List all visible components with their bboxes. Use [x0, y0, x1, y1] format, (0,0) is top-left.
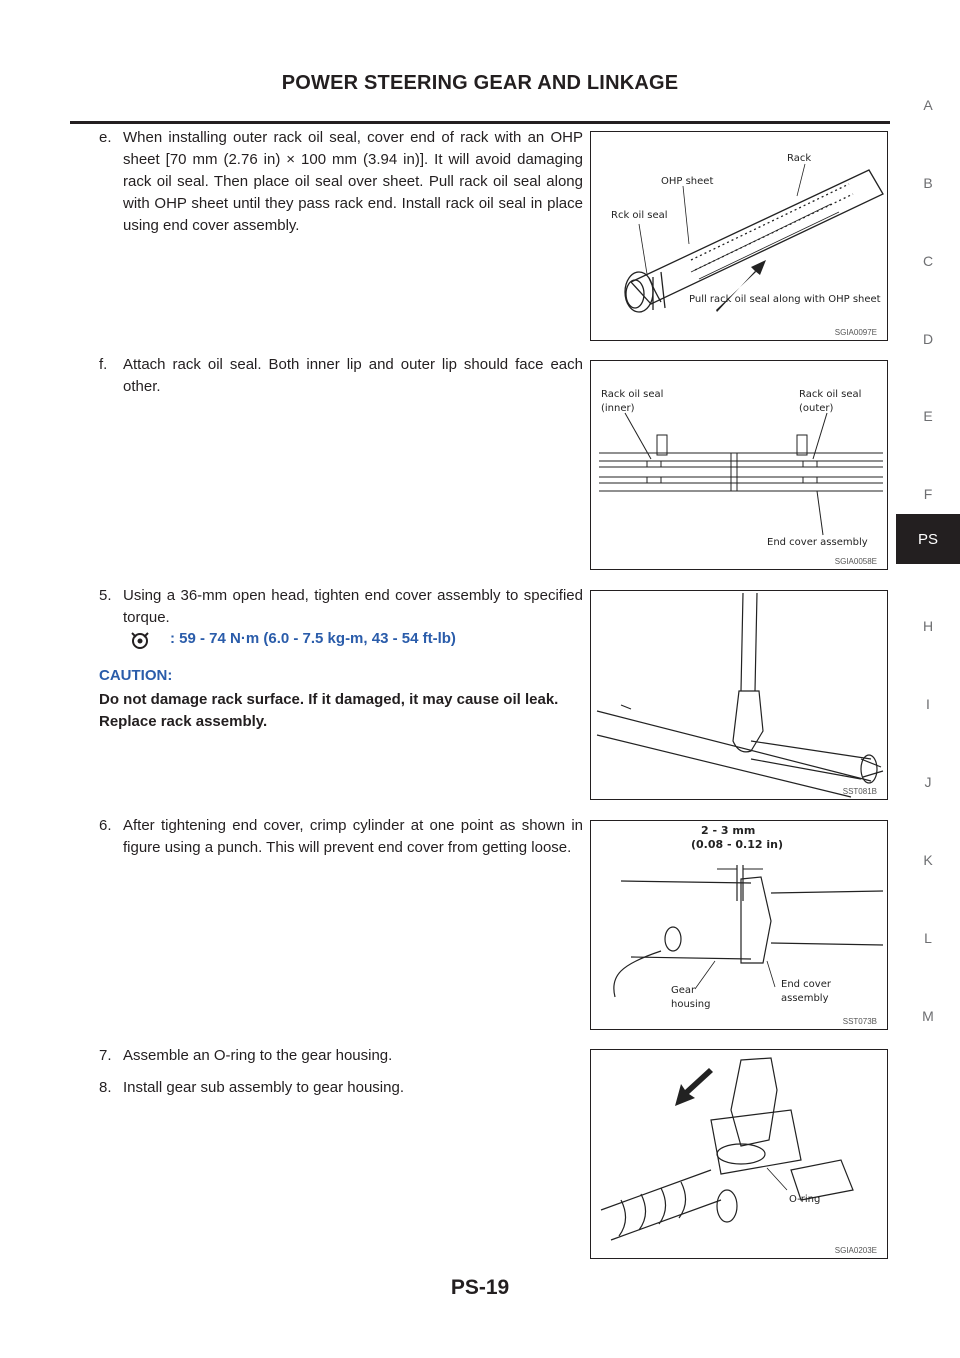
caution-text: Do not damage rack surface. If it damaged, it may cause oil leak. Replace rack assembly. — [99, 691, 559, 730]
figure-code: SGIA0203E — [834, 1246, 877, 1255]
step-label: 8. — [99, 1079, 112, 1096]
torque-spec — [128, 626, 588, 656]
section-tab-m[interactable]: M — [922, 1008, 934, 1024]
label-pull-instruction: Pull rack oil seal along with OHP sheet — [689, 294, 881, 305]
step-f — [99, 354, 583, 398]
step-text: After tightening end cover, crimp cylinder at one point as shown in figure using a punch. This will prevent end cover from getting loose. — [123, 817, 583, 856]
step-text: Assemble an O-ring to the gear housing. — [123, 1047, 393, 1064]
section-tab-c[interactable]: C — [922, 253, 934, 269]
step-e — [99, 127, 583, 237]
section-tab-active[interactable]: PS — [896, 514, 960, 564]
page-number: PS-19 — [450, 1276, 510, 1299]
label-rack-oil-seal: Rck oil seal — [611, 210, 668, 221]
section-tab-k[interactable]: K — [923, 852, 933, 868]
torque-wrench-icon — [128, 629, 152, 653]
section-tab-b[interactable]: B — [923, 175, 933, 191]
label-o-ring: O-ring — [789, 1194, 821, 1205]
torque-value: : 59 - 74 N·m (6.0 - 7.5 kg-m, 43 - 54 ft-lb) — [170, 630, 456, 647]
section-tab-e[interactable]: E — [923, 408, 933, 424]
step-text: When installing outer rack oil seal, cover end of rack with an OHP sheet [70 mm (2.76 in) × 100 mm (3.94 in)]. It will avoid damaging rack oil seal. Then place oil seal over sheet. Pull rack oil seal along with OHP sheet until they pass rack end. Install rack oil seal in place using end cover assembly. — [123, 129, 583, 234]
label-seal-inner-1: Rack oil seal — [601, 389, 664, 400]
step-text: Install gear sub assembly to gear housing. — [123, 1079, 404, 1096]
label-seal-outer-2: (outer) — [799, 403, 834, 414]
figure-code: SST081B — [842, 787, 877, 796]
figure-code: SST073B — [842, 1017, 877, 1026]
label-gear-1: Gear — [671, 985, 696, 996]
figure-crimp-cylinder — [590, 820, 888, 1030]
label-ohp-sheet: OHP sheet — [661, 176, 714, 187]
label-gear-2: housing — [671, 999, 711, 1010]
step-label: e. — [99, 129, 112, 146]
section-tab-h[interactable]: H — [922, 618, 934, 634]
step-5 — [99, 585, 583, 629]
step-label: 7. — [99, 1047, 112, 1064]
figure-code: SGIA0058E — [834, 557, 877, 566]
step-label: 6. — [99, 817, 112, 834]
label-rack: Rack — [787, 153, 812, 164]
figure-o-ring — [590, 1049, 888, 1259]
step-text: Using a 36-mm open head, tighten end cover assembly to specified torque. — [123, 587, 583, 626]
figure-oil-seal-ohp — [590, 131, 888, 341]
page-title: POWER STEERING GEAR AND LINKAGE — [281, 72, 679, 94]
label-end-cover-1: End cover — [781, 979, 831, 990]
label-dimension-imperial: (0.08 - 0.12 in) — [691, 838, 783, 851]
label-seal-inner-2: (inner) — [601, 403, 635, 414]
figure-rack-oil-seal — [590, 360, 888, 570]
step-6 — [99, 815, 583, 859]
step-7 — [99, 1045, 583, 1067]
step-label: f. — [99, 356, 108, 373]
section-tab-d[interactable]: D — [922, 331, 934, 347]
figure-code: SGIA0097E — [834, 328, 877, 337]
section-tab-l[interactable]: L — [924, 930, 932, 946]
section-tab-j[interactable]: J — [924, 774, 932, 790]
label-end-cover: End cover assembly — [767, 537, 868, 548]
label-end-cover-2: assembly — [781, 993, 829, 1004]
step-label: 5. — [99, 587, 112, 604]
label-seal-outer-1: Rack oil seal — [799, 389, 862, 400]
figure-open-head-wrench — [590, 590, 888, 800]
caution-title: CAUTION: — [99, 667, 173, 684]
label-dimension: 2 - 3 mm — [701, 824, 756, 837]
section-tab-f[interactable]: F — [923, 486, 933, 502]
step-8 — [99, 1077, 583, 1099]
step-text: Attach rack oil seal. Both inner lip and outer lip should face each other. — [123, 356, 583, 395]
header-rule — [70, 121, 890, 124]
section-tab-i[interactable]: I — [926, 696, 930, 712]
section-tab-a[interactable]: A — [923, 97, 933, 113]
